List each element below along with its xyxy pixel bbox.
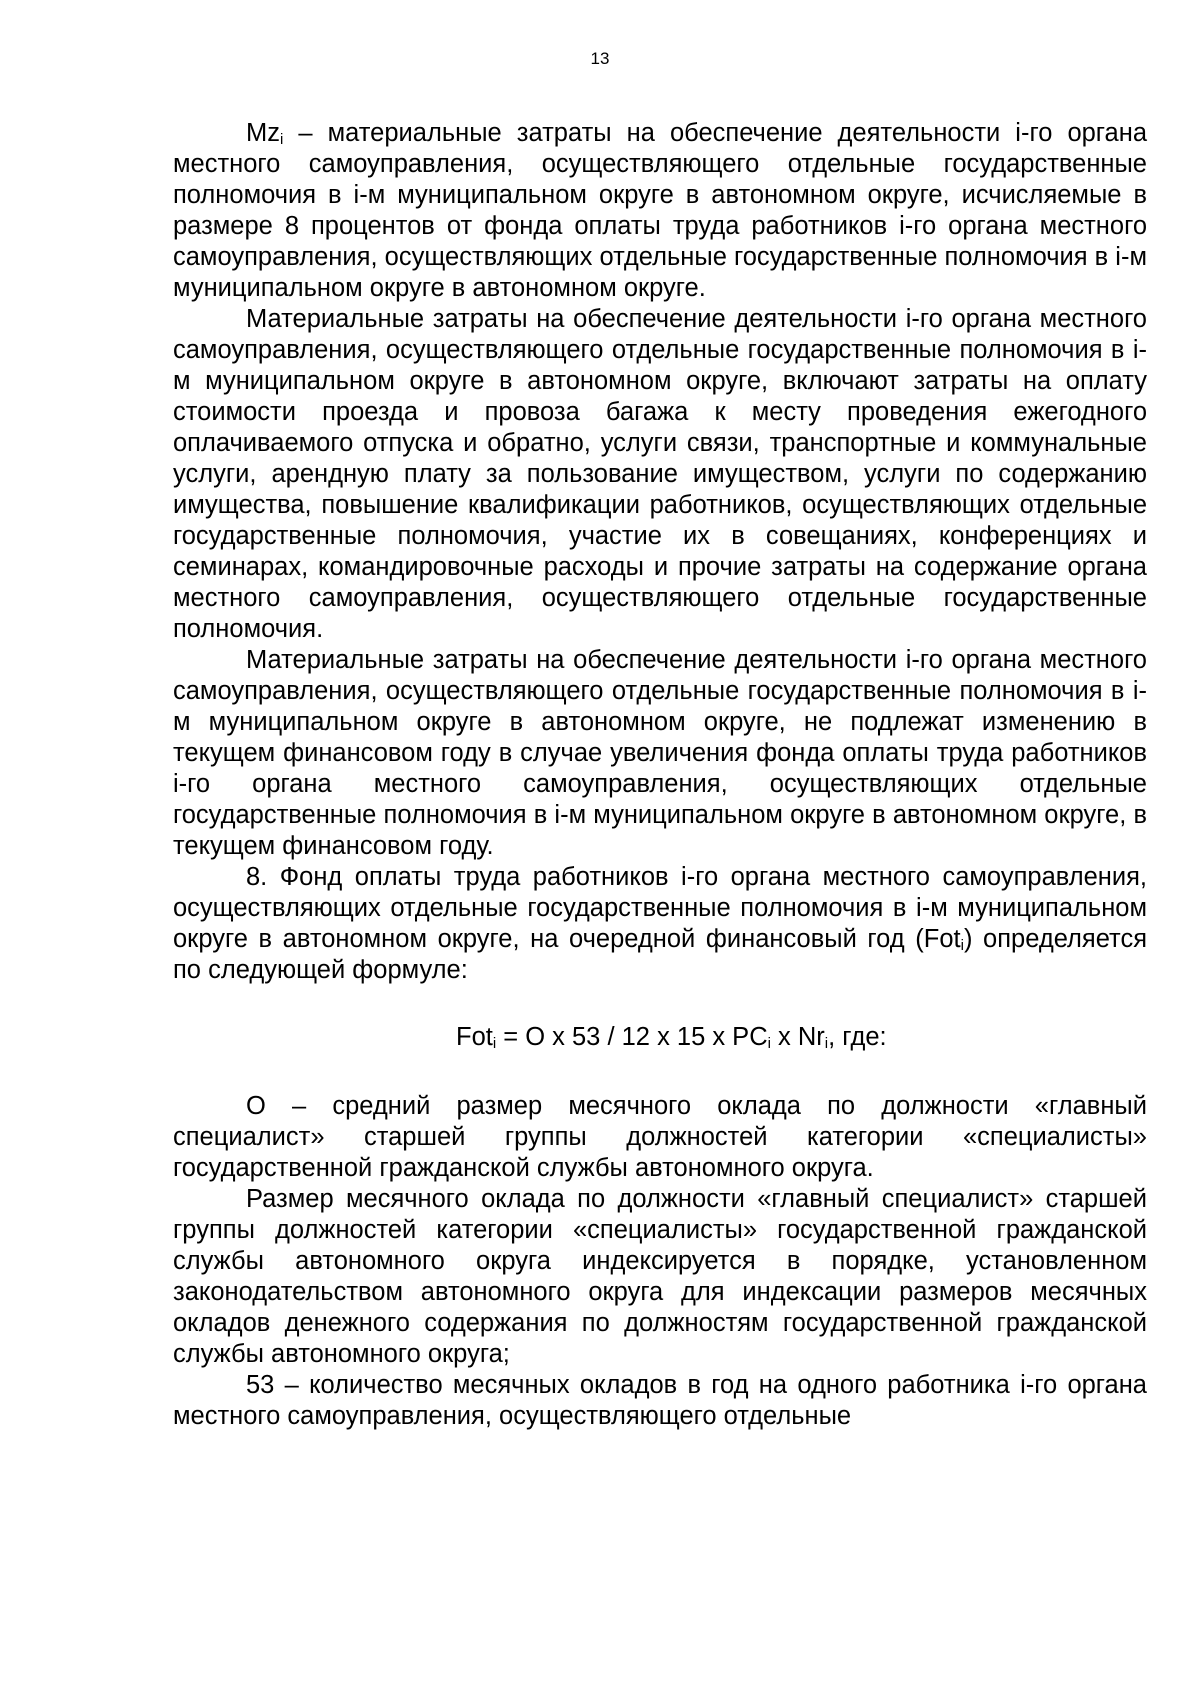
paragraph-mz-definition xyxy=(173,118,1147,304)
item-8-text-after: ) определяется по следующей формуле: xyxy=(173,925,1148,984)
mz-symbol: Mz xyxy=(246,119,280,147)
formula-sub-2: i xyxy=(767,1035,771,1052)
document-body xyxy=(173,118,1147,1432)
paragraph-item-8-wage-fund xyxy=(173,862,1147,986)
item-8-text-before: 8. Фонд оплаты труда работников i-го органа местного самоуправления, осуществляющих отдельные государственные полномочия в i-м муниципальном округе в автономном округе, на очередной финансовый год (Fot xyxy=(173,863,1147,953)
paragraph-material-costs-unchanged: Материальные затраты на обеспечение деятельности i-го органа местного самоуправления, осуществляющего отдельные государственные полномочия в i-м муниципальном округе в автономном округе, не подлежат изменению в текущем финансовом году в случае увеличения фонда оплаты труда работников i-го органа местного самоуправления, осуществляющих отдельные государственные полномочия в i-м муниципальном округе в автономном округе, в текущем финансовом году. xyxy=(173,646,1147,860)
mz-definition-text: – материальные затраты на обеспечение деятельности i-го органа местного самоуправления, осуществляющего отдельные государственные полномочия в i-м муниципальном округе в автономном округе, исчисляемые в размере 8 процентов от фонда оплаты труда работников i-го органа местного самоуправления, осуществляющих отдельные государственные полномочия в i-м муниципальном округе в автономном округе. xyxy=(173,119,1147,302)
formula-sub-1: i xyxy=(492,1035,497,1052)
formula-part-1: Fot xyxy=(456,1023,493,1051)
paragraph-53-definition: 53 – количество месячных окладов в год на одного работника i-го органа местного самоуправления, осуществляющего отдельные xyxy=(173,1371,1147,1430)
paragraph-o-definition: O – средний размер месячного оклада по должности «главный специалист» старшей группы должностей категории «специалисты» государственной гражданской службы автономного округа. xyxy=(173,1092,1147,1182)
formula-sub-3: i xyxy=(824,1035,829,1052)
fot-subscript: i xyxy=(960,937,964,954)
paragraph-salary-indexation: Размер месячного оклада по должности «главный специалист» старшей группы должностей категории «специалисты» государственной гражданской службы автономного округа индексируется в порядке, установленном законодательством автономного округа для индексации размеров месячных окладов денежного содержания по должностям государственной гражданской службы автономного округа; xyxy=(173,1185,1147,1368)
formula-part-2: = O x 53 / 12 x 15 x PC xyxy=(496,1023,768,1051)
paragraph-material-costs-composition: Материальные затраты на обеспечение деятельности i-го органа местного самоуправления, осуществляющего отдельные государственные полномочия в i-м муниципальном округе в автономном округе, включают затраты на оплату стоимости проезда и провоза багажа к месту проведения ежегодного оплачиваемого отпуска и обратно, услуги связи, транспортные и коммунальные услуги, арендную плату за пользование имуществом, услуги по содержанию имущества, повышение квалификации работников, осуществляющих отдельные государственные полномочия, участие их в совещаниях, конференциях и семинарах, командировочные расходы и прочие затраты на содержание органа местного самоуправления, осуществляющего отдельные государственные полномочия. xyxy=(173,305,1147,643)
fot-formula xyxy=(173,1022,1147,1053)
formula-part-4: , где: xyxy=(828,1023,887,1051)
mz-subscript: i xyxy=(280,131,284,148)
formula-part-3: x Nr xyxy=(770,1023,825,1051)
page-number: 13 xyxy=(590,49,610,68)
